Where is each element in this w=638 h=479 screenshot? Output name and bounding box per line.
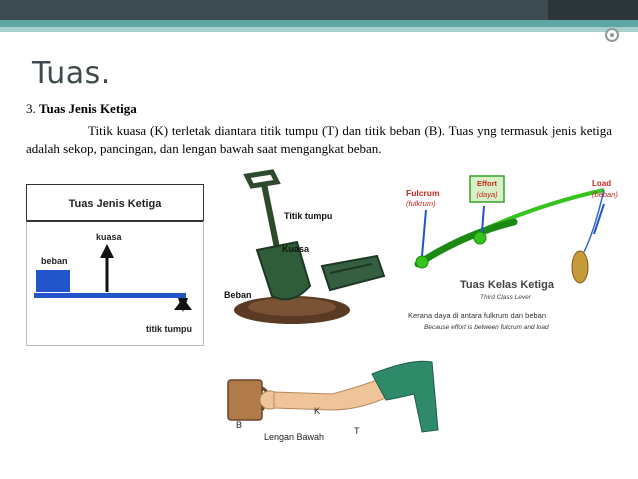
label-kuasa: kuasa — [96, 232, 122, 242]
shovel-shaft — [264, 184, 277, 248]
label-k: K — [314, 406, 321, 416]
label-load: Load — [592, 179, 612, 188]
circle-ornament-icon — [605, 28, 619, 42]
mug — [228, 380, 262, 420]
lever-beam — [34, 293, 186, 298]
forearm-svg — [222, 354, 442, 450]
shovel-diagram — [222, 168, 400, 333]
label-beban-2: Beban — [224, 290, 252, 300]
fishing-title: Tuas Kelas Ketiga — [460, 279, 554, 291]
fishing-caption-1: Kerana daya di antara fulkrum dan beban — [408, 311, 547, 320]
effort-point — [474, 232, 486, 244]
section-heading — [26, 101, 137, 117]
load-block — [36, 270, 70, 292]
fish — [572, 251, 588, 283]
shovel-svg — [222, 168, 400, 333]
label-titik-tumpu: titik tumpu — [146, 324, 192, 334]
label-fulkrum: (fulkrum) — [406, 199, 436, 208]
fulcrum-point — [416, 256, 428, 268]
fishing-subtitle: Third Class Lever — [480, 294, 531, 301]
shovel-grip — [247, 172, 277, 186]
body-paragraph: Titik kuasa (K) terletak diantara titik tumpu (T) dan titik beban (B). Tuas yng termasuk jenis ketiga adalah sekop, pancingan, dan lengan bawah saat mengangkat beban. — [26, 123, 612, 156]
label-t: T — [354, 426, 360, 436]
label-fulcrum: Fulcrum — [406, 188, 440, 198]
lever-schematic-svg — [26, 184, 204, 346]
forearm — [274, 378, 394, 410]
label-b: B — [236, 420, 243, 430]
header-accent — [548, 0, 638, 20]
label-daya: (daya) — [476, 190, 498, 199]
fishing-rod-svg — [404, 172, 636, 338]
slide-title: Tuas. — [32, 56, 111, 91]
heading-text: Tuas Jenis Ketiga — [39, 101, 137, 116]
label-kuasa-2: Kuasa — [282, 244, 310, 254]
lever-schematic — [26, 184, 204, 346]
fishing-line — [584, 190, 604, 252]
label-beban: beban — [41, 256, 68, 266]
heading-number: 3. — [26, 101, 36, 116]
schematic-title: Tuas Jenis Ketiga — [68, 198, 162, 210]
forearm-diagram — [222, 354, 442, 450]
label-load-beban: (beban) — [592, 190, 618, 199]
fishing-rod-diagram — [404, 172, 636, 338]
label-titik-tumpu-2: Titik tumpu — [284, 211, 333, 221]
header-bar — [0, 0, 638, 20]
forearm-caption: Lengan Bawah — [264, 432, 325, 442]
header-stripe-light — [0, 27, 638, 32]
fishing-caption-2: Because effort is between fulcrum and load — [424, 324, 549, 331]
label-effort: Effort — [477, 179, 497, 188]
header-stripe — [0, 20, 638, 27]
